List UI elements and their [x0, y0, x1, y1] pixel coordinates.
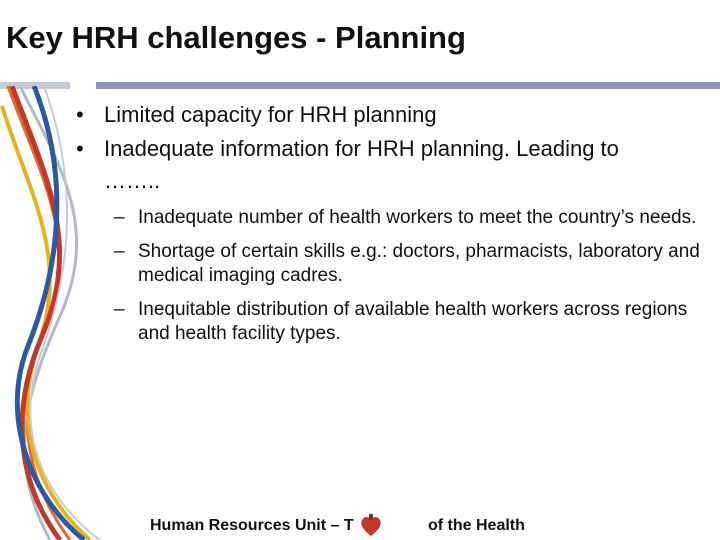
sub-bullet-item: [76, 206, 716, 230]
sub-bullet-text: Inequitable distribution of available health workers across regions and health facility types.: [138, 299, 688, 344]
heart-logo-icon: [360, 514, 382, 538]
sub-bullet-item: [76, 298, 716, 346]
footer-right-text: of the Health: [428, 517, 525, 534]
slide-footer: [0, 510, 720, 540]
sub-bullet-marker: –: [114, 207, 125, 228]
sub-bullet-marker: –: [114, 299, 125, 320]
sub-bullet-item: [76, 240, 716, 288]
bullet-item: [76, 98, 716, 132]
footer-left-text: Human Resources Unit – T: [150, 517, 354, 534]
bullet-text: Limited capacity for HRH planning: [104, 102, 437, 127]
bullet-continuation: ……..: [104, 168, 161, 193]
slide-content: [76, 98, 716, 346]
sub-bullet-text: Inadequate number of health workers to meet the country’s needs.: [138, 207, 697, 228]
slide-title: Key HRH challenges - Planning: [6, 20, 466, 55]
sub-bullet-marker: –: [114, 241, 125, 262]
bullet-item: [76, 132, 716, 166]
bullet-marker: •: [76, 102, 84, 127]
bullet-marker: •: [76, 136, 84, 161]
bullet-text: Inadequate information for HRH planning. Leading to: [104, 136, 619, 161]
sub-bullet-text: Shortage of certain skills e.g.: doctors, pharmacists, laboratory and medical imaging cadres.: [138, 241, 700, 286]
